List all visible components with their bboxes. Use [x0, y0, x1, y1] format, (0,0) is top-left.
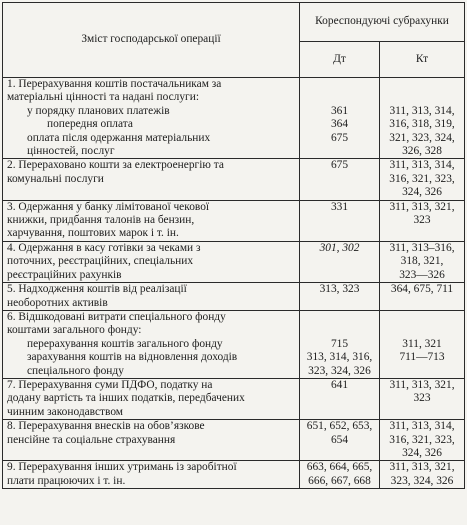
sub-operation-text: зарахування коштів на відновлення доходів: [27, 351, 238, 364]
credit-value: 311, 313–316,: [389, 241, 455, 254]
operation-text: 3. Одержання у банку лімітованої чекової: [7, 200, 210, 213]
debit-value: 654: [330, 433, 349, 446]
debit-value: [304, 324, 375, 337]
operation-text: пенсійне та соціальне страхування: [7, 433, 176, 446]
table-row: [3, 461, 465, 489]
sub-operation-text: попередня оплата: [47, 118, 133, 131]
debit-value: 313, 314, 316,: [306, 351, 373, 364]
credit-value: 711—713: [399, 351, 445, 364]
sub-operation-text: цінностей, послуг: [27, 145, 115, 158]
table-row: [3, 420, 465, 461]
debit-value: [304, 91, 375, 104]
debit-value: 715: [330, 337, 349, 350]
operation-cell: [3, 310, 300, 378]
operation-text: необоротних активів: [7, 296, 108, 309]
debit-value: 663, 664, 665,: [306, 461, 373, 474]
credit-cell: [380, 241, 465, 282]
operation-text: харчування, поштових марок і т. ін.: [7, 227, 179, 240]
debit-value: [304, 78, 375, 91]
debit-value: 323, 324, 326: [308, 364, 371, 377]
debit-cell: [300, 310, 380, 378]
debit-value: 675: [330, 159, 349, 172]
credit-value: 311, 313, 321,: [389, 378, 455, 391]
operation-text: 6. Відшкодовані витрати спеціального фонду: [7, 310, 226, 323]
debit-value: 666, 667, 668: [308, 474, 371, 487]
table-row: [3, 310, 465, 378]
debit-value: 651, 652, 653,: [306, 420, 373, 433]
debit-cell: [300, 378, 380, 419]
table-row: [3, 283, 465, 311]
credit-value: 326, 328: [402, 145, 442, 158]
debit-cell: [300, 283, 380, 311]
operation-text: 2. Перераховано кошти за електроенергію та: [7, 159, 224, 172]
credit-value: 311, 313, 321,: [389, 200, 455, 213]
credit-value: 316, 321, 323,: [389, 172, 455, 185]
operation-cell: [3, 283, 300, 311]
credit-cell: [380, 283, 465, 311]
debit-cell: [300, 241, 380, 282]
operation-text: коштами загального фонду:: [7, 324, 142, 337]
credit-value: 318, 321,: [400, 255, 444, 268]
credit-cell: [380, 461, 465, 489]
credit-value: 316, 321, 323,: [389, 433, 455, 446]
credit-value: [384, 91, 460, 104]
table-row: [3, 378, 465, 419]
operation-cell: [3, 200, 300, 241]
credit-value: [384, 365, 460, 378]
operation-text: 4. Одержання в касу готівки за чеками з: [7, 241, 201, 254]
operation-header: Зміст господарської операції: [3, 3, 300, 78]
credit-value: 321, 323, 324,: [389, 131, 455, 144]
credit-value: 311, 321: [402, 337, 442, 350]
table-body: [3, 78, 465, 489]
operation-text: 9. Перерахування інших утримань із заробітної: [7, 461, 237, 474]
credit-value: 324, 326: [402, 186, 442, 199]
credit-value: [384, 324, 460, 337]
debit-cell: [300, 159, 380, 200]
operation-text: плати працюючих і т. ін.: [7, 474, 126, 487]
operation-cell: [3, 420, 300, 461]
credit-cell: [380, 159, 465, 200]
credit-value: 364, 675, 711: [390, 283, 454, 296]
operation-cell: [3, 461, 300, 489]
table-row: [3, 241, 465, 282]
debit-value: 364: [330, 118, 349, 131]
debit-value: [304, 145, 375, 158]
credit-value: 324, 326: [402, 446, 442, 459]
credit-value: 323, 324, 326: [390, 474, 454, 487]
debit-cell: [300, 200, 380, 241]
operation-text: матеріальні цінності та надані послуги:: [7, 91, 199, 104]
operation-text: реєстраційних рахунків: [7, 268, 122, 281]
operation-text: книжки, придбання талонів на бензин,: [7, 214, 195, 227]
operation-text: 7. Перерахування суми ПДФО, податку на: [7, 378, 213, 391]
debit-value: 313, 323: [319, 283, 360, 296]
sub-operation-text: у порядку планових платежів: [27, 104, 170, 117]
debit-value: 675: [330, 131, 349, 144]
credit-cell: [380, 78, 465, 159]
accounting-table: [2, 2, 465, 489]
operation-text: поточних, реєстраційних, спеціальних: [7, 255, 194, 268]
credit-value: [384, 78, 460, 91]
credit-cell: [380, 200, 465, 241]
operation-text: 1. Перерахування коштів постачальникам за: [7, 78, 222, 90]
sub-operation-text: спеціального фонду: [27, 364, 124, 377]
credit-cell: [380, 378, 465, 419]
credit-value: 311, 313, 314,: [389, 104, 455, 117]
corresponding-header: Кореспондуючі субрахунки: [300, 3, 465, 42]
operation-cell: [3, 241, 300, 282]
sub-operation-text: оплата після одержання матеріальних: [27, 131, 211, 144]
operation-cell: [3, 78, 300, 159]
debit-value: 331: [330, 200, 349, 213]
debit-header: Дт: [300, 41, 380, 77]
debit-cell: [300, 420, 380, 461]
debit-value: 301, 302: [319, 241, 360, 254]
credit-value: 311, 313, 314,: [389, 420, 455, 433]
operation-cell: [3, 159, 300, 200]
credit-value: 311, 313, 321,: [389, 461, 455, 474]
table-row: [3, 78, 465, 159]
credit-value: [384, 311, 460, 324]
operation-text: комунальні послуги: [7, 172, 104, 185]
operation-text: 8. Перерахування внесків на обов’язкове: [7, 420, 205, 433]
operation-cell: [3, 378, 300, 419]
credit-cell: [380, 310, 465, 378]
credit-value: 323: [413, 214, 431, 227]
debit-cell: [300, 461, 380, 489]
credit-value: 311, 313, 314,: [389, 159, 455, 172]
credit-value: 323—326: [399, 268, 445, 281]
debit-cell: [300, 78, 380, 159]
debit-value: 361: [330, 104, 349, 117]
credit-value: 323: [413, 392, 431, 405]
credit-value: 316, 318, 319,: [389, 118, 455, 131]
sub-operation-text: перерахування коштів загального фонду: [27, 337, 223, 350]
credit-header: Кт: [380, 41, 465, 77]
credit-cell: [380, 420, 465, 461]
operation-text: додану вартість та інших податків, передбачених: [7, 392, 245, 405]
table-row: [3, 200, 465, 241]
operation-text: 5. Надходження коштів від реалізації: [7, 283, 187, 296]
debit-value: 641: [330, 378, 349, 391]
operation-text: чинним законодавством: [7, 405, 124, 418]
table-row: [3, 159, 465, 200]
debit-value: [304, 311, 375, 324]
